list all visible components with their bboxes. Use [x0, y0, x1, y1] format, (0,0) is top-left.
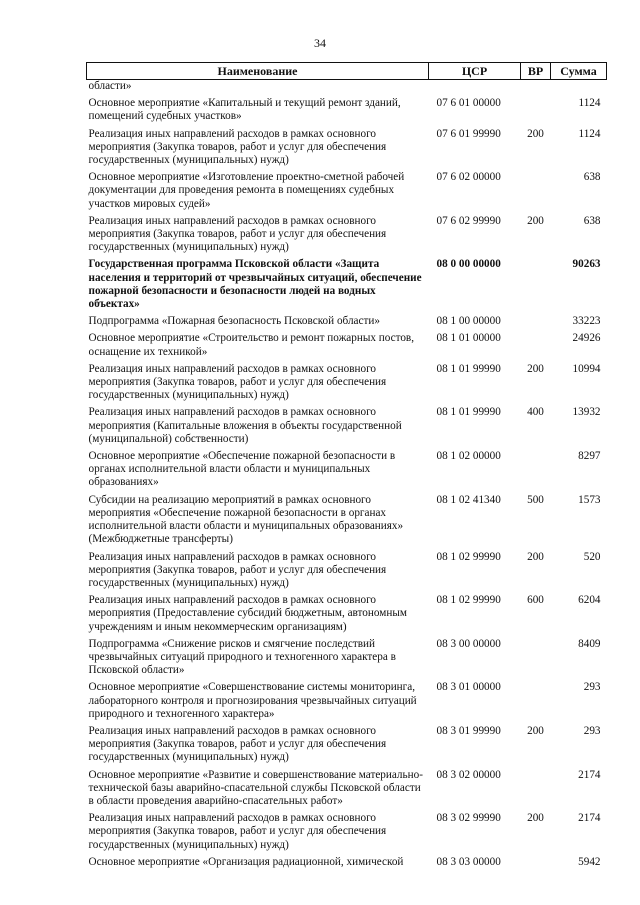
cell-vr: 500 — [527, 493, 544, 506]
cell-vr — [521, 312, 551, 329]
cell-vr — [521, 678, 551, 722]
cell-name: Основное мероприятие «Изготовление проектно-сметной рабочей документации для проведения ремонта в помещениях судебных участков мировых судей» — [88, 171, 405, 210]
cell-csr: 08 3 00 00000 — [436, 637, 501, 650]
table-row — [87, 809, 607, 853]
cell-name: Основное мероприятие «Развитие и совершенствование материально-технической базы аварийно-спасательной службы Псковской области в области проведения аварийно-спасательных работ» — [88, 768, 423, 807]
cell-sum: 1573 — [578, 493, 601, 506]
cell-vr: 200 — [527, 362, 544, 375]
cell-name: Основное мероприятие «Строительство и ремонт пожарных постов, оснащение их техникой» — [88, 332, 414, 358]
cell-csr: 08 3 02 99990 — [436, 812, 501, 825]
table-row — [87, 591, 607, 635]
cell-name: Реализация иных направлений расходов в рамках основного мероприятия (Закупка товаров, работ и услуг для обеспечения государственных (муниципальных) нужд) — [88, 127, 387, 167]
cell-csr: 08 1 01 99990 — [436, 406, 501, 419]
cell-sum: 8409 — [578, 637, 601, 650]
cell-name: Подпрограмма «Снижение рисков и смягчение последствий чрезвычайных ситуаций природного и техногенного характера в Псковской области» — [88, 637, 396, 677]
cell-sum: 5942 — [578, 855, 601, 868]
cell-csr: 08 1 01 99990 — [436, 362, 501, 375]
cell-vr: 200 — [527, 214, 544, 227]
cell-sum: 2174 — [578, 812, 601, 825]
column-header-csr: ЦСР — [429, 63, 521, 80]
cell-sum: 90263 — [572, 258, 601, 271]
cell-name: Реализация иных направлений расходов в рамках основного мероприятия (Закупка товаров, работ и услуг для обеспечения государственных (муниципальных) нужд) — [88, 550, 387, 589]
cell-name: Реализация иных направлений расходов в рамках основного мероприятия (Закупка товаров, работ и услуг для обеспечения государственных (муниципальных) нужд) — [88, 214, 387, 254]
table-row — [87, 548, 607, 592]
budget-table — [86, 62, 607, 870]
cell-sum: 293 — [583, 724, 601, 737]
cell-csr: 08 3 01 99990 — [436, 724, 501, 737]
cell-vr: 200 — [527, 724, 544, 737]
table-row — [87, 635, 607, 679]
cell-csr: 08 3 01 00000 — [436, 681, 501, 694]
cell-vr — [521, 94, 551, 124]
cell-sum: 638 — [583, 214, 601, 227]
cell-name: Реализация иных направлений расходов в рамках основного мероприятия (Предоставление субсидий бюджетным, автономным учреждениям и иным некоммерческим организациям) — [88, 594, 407, 633]
cell-csr: 08 1 00 00000 — [436, 315, 501, 328]
cell-vr: 200 — [527, 127, 544, 140]
cell-vr — [521, 766, 551, 810]
cell-name: Основное мероприятие «Обеспечение пожарной безопасности в органах исполнительной власти области и муниципальных образованиях» — [88, 450, 396, 489]
cell-sum: 1124 — [578, 127, 601, 140]
table-row — [87, 491, 607, 548]
cell-vr — [521, 635, 551, 679]
page-number: 34 — [314, 36, 326, 50]
cell-vr — [521, 255, 551, 312]
table-row — [87, 853, 607, 870]
cell-sum: 2174 — [578, 768, 601, 781]
table-row — [87, 125, 607, 169]
cell-csr — [429, 80, 521, 95]
cell-csr: 08 3 02 00000 — [436, 768, 501, 781]
cell-vr: 400 — [527, 406, 544, 419]
cell-sum: 638 — [583, 171, 601, 184]
cell-vr — [521, 168, 551, 212]
table-row — [87, 766, 607, 810]
table-header-row — [87, 63, 607, 80]
table-row — [87, 312, 607, 329]
cell-name: Реализация иных направлений расходов в рамках основного мероприятия (Закупка товаров, работ и услуг для обеспечения государственных (муниципальных) нужд) — [88, 362, 387, 402]
table-row — [87, 678, 607, 722]
table-row — [87, 447, 607, 491]
cell-sum: 33223 — [572, 315, 601, 328]
cell-name: Реализация иных направлений расходов в рамках основного мероприятия (Закупка товаров, работ и услуг для обеспечения государственных (муниципальных) нужд) — [88, 724, 387, 764]
cell-sum: 293 — [583, 681, 601, 694]
cell-sum: 1124 — [578, 97, 601, 110]
table-body — [87, 80, 607, 870]
cell-sum: 24926 — [572, 332, 601, 345]
cell-name: Реализация иных направлений расходов в рамках основного мероприятия (Закупка товаров, работ и услуг для обеспечения государственных (муниципальных) нужд) — [88, 812, 387, 851]
table-row — [87, 80, 607, 95]
table-row — [87, 94, 607, 124]
cell-name: Основное мероприятие «Организация радиационной, химической — [88, 855, 404, 868]
table-row — [87, 212, 607, 256]
cell-name: области» — [88, 80, 132, 92]
cell-csr: 08 1 02 41340 — [436, 493, 501, 506]
cell-csr: 08 3 03 00000 — [436, 855, 501, 868]
table-row — [87, 722, 607, 766]
cell-name: Подпрограмма «Пожарная безопасность Псковской области» — [88, 315, 380, 328]
cell-sum — [551, 80, 607, 95]
table-row — [87, 168, 607, 212]
cell-vr — [521, 853, 551, 870]
cell-sum: 13932 — [572, 406, 601, 419]
cell-name: Основное мероприятие «Капитальный и текущий ремонт зданий, помещений судебных участков» — [88, 97, 401, 123]
column-header-name: Наименование — [87, 63, 429, 80]
column-header-vr: ВР — [521, 63, 551, 80]
cell-csr: 08 0 00 00000 — [436, 258, 501, 271]
cell-vr — [521, 329, 551, 359]
cell-sum: 8297 — [578, 450, 601, 463]
table-row — [87, 360, 607, 404]
cell-sum: 520 — [583, 550, 601, 563]
table-row — [87, 329, 607, 359]
cell-name: Реализация иных направлений расходов в рамках основного мероприятия (Капитальные вложения в объекты государственной (муниципальной) собственности) — [88, 406, 402, 445]
cell-csr: 07 6 01 99990 — [436, 127, 501, 140]
table-row — [87, 255, 607, 312]
cell-csr: 08 1 02 99990 — [436, 594, 501, 607]
cell-csr: 07 6 02 99990 — [436, 214, 501, 227]
column-header-sum: Сумма — [551, 63, 607, 80]
cell-sum: 6204 — [578, 594, 601, 607]
cell-csr: 08 1 01 00000 — [436, 332, 501, 345]
table-row — [87, 403, 607, 447]
cell-csr: 07 6 02 00000 — [436, 171, 501, 184]
cell-name: Основное мероприятие «Совершенствование системы мониторинга, лабораторного контроля и прогнозирования чрезвычайных ситуаций природного и техногенного характера» — [88, 681, 417, 720]
cell-vr — [521, 447, 551, 491]
cell-name: Государственная программа Псковской области «Защита населения и территорий от чрезвычайных ситуаций, обеспечение пожарной безопасности и безопасности людей на водных объектах» — [88, 258, 422, 311]
cell-name: Субсидии на реализацию мероприятий в рамках основного мероприятия «Обеспечение пожарной безопасности в органах исполнительной власти области и муниципальных образованиях» (Межбюджетные трансферты) — [88, 493, 404, 546]
cell-sum: 10994 — [572, 362, 601, 375]
cell-csr: 07 6 01 00000 — [436, 97, 501, 110]
cell-vr — [521, 80, 551, 95]
cell-csr: 08 1 02 99990 — [436, 550, 501, 563]
cell-csr: 08 1 02 00000 — [436, 450, 501, 463]
cell-vr: 200 — [527, 812, 544, 825]
cell-vr: 200 — [527, 550, 544, 563]
cell-vr: 600 — [527, 594, 544, 607]
